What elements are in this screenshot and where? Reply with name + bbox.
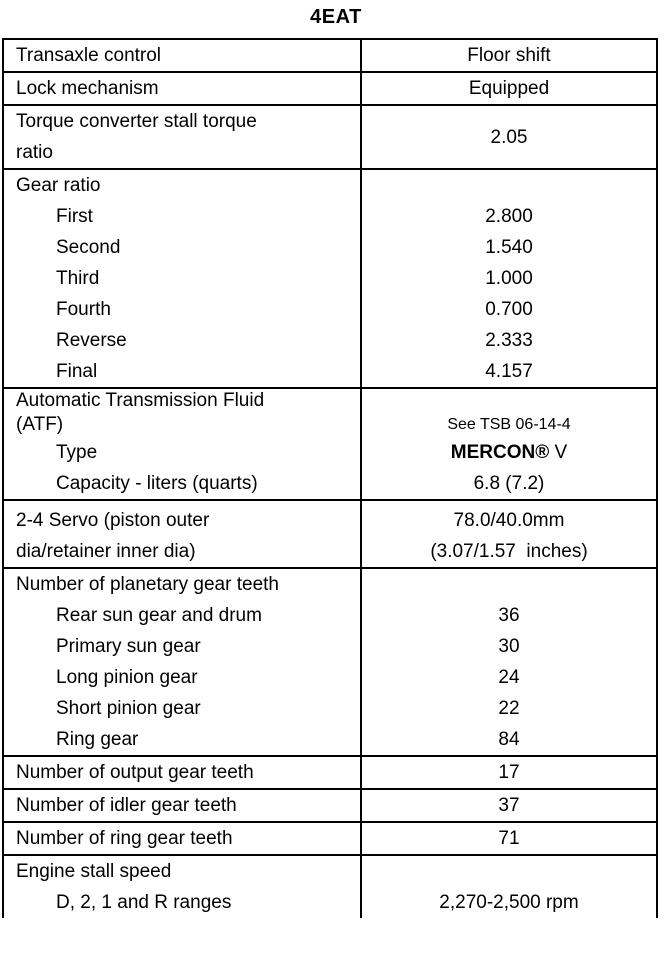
row-value	[361, 169, 657, 388]
table-row	[3, 388, 657, 500]
sub-label: First	[56, 206, 93, 227]
row-value	[361, 39, 657, 72]
table-row	[3, 169, 657, 388]
label-text: Number of ring gear teeth	[16, 828, 233, 849]
value-text: 71	[498, 828, 520, 849]
sub-label: Primary sun gear	[56, 636, 201, 657]
value-text: 22	[498, 698, 520, 719]
row-label	[3, 169, 361, 388]
sub-label: Long pinion gear	[56, 667, 198, 688]
row-value	[361, 568, 657, 756]
value-text: 2.05	[490, 126, 528, 148]
label-text: Number of idler gear teeth	[16, 795, 237, 816]
value-text: 2.800	[485, 206, 533, 227]
row-label	[3, 72, 361, 105]
value-text: 1.540	[485, 237, 533, 258]
table-row	[3, 105, 657, 169]
row-label	[3, 39, 361, 72]
value-bold: MERCON®	[450, 442, 550, 463]
sub-label: Ring gear	[56, 729, 139, 750]
row-label	[3, 855, 361, 918]
row-label	[3, 105, 361, 169]
page-title: 4EAT	[310, 6, 362, 28]
label-text: Gear ratio	[16, 175, 101, 196]
row-value	[361, 789, 657, 822]
value-text: 1.000	[485, 268, 533, 289]
sub-label: Type	[56, 442, 98, 463]
value-text: 17	[498, 762, 520, 783]
sub-label: D, 2, 1 and R ranges	[56, 892, 232, 913]
label-text: Lock mechanism	[16, 78, 159, 99]
value-text: 37	[498, 795, 520, 816]
table-row	[3, 39, 657, 72]
table-row	[3, 568, 657, 756]
table-row	[3, 72, 657, 105]
label-text: Number of planetary gear teeth	[16, 574, 279, 595]
row-value	[361, 822, 657, 855]
row-label	[3, 388, 361, 500]
row-label	[3, 789, 361, 822]
label-text: Automatic Transmission Fluid	[16, 390, 265, 411]
row-label	[3, 500, 361, 568]
label-text: 2-4 Servo (piston outer	[16, 510, 210, 531]
label-text: Engine stall speed	[16, 861, 172, 882]
value-text: (3.07/1.57 inches)	[430, 541, 588, 562]
table-row	[3, 789, 657, 822]
row-value	[361, 500, 657, 568]
value-text: 6.8 (7.2)	[473, 473, 545, 494]
value-text: Equipped	[468, 78, 550, 99]
note-text: See TSB 06-14-4	[447, 416, 571, 433]
value-text: 36	[498, 605, 520, 626]
spec-table	[2, 38, 658, 918]
row-label	[3, 756, 361, 789]
sub-label: Third	[56, 268, 100, 289]
value-text: 2.333	[485, 330, 533, 351]
value-text: 30	[498, 636, 520, 657]
value-text: 4.157	[485, 361, 533, 382]
label-text: Number of output gear teeth	[16, 762, 254, 783]
label-text: Transaxle control	[16, 45, 162, 66]
row-value	[361, 855, 657, 918]
value-text: 84	[498, 729, 520, 750]
value-text: 2,270-2,500 rpm	[439, 892, 579, 913]
value-text: Floor shift	[467, 45, 551, 66]
sub-label: Rear sun gear and drum	[56, 605, 262, 626]
sub-label: Fourth	[56, 299, 111, 320]
table-row	[3, 822, 657, 855]
sub-label: Final	[56, 361, 98, 382]
row-value	[361, 72, 657, 105]
sub-label: Short pinion gear	[56, 698, 201, 719]
table-row	[3, 855, 657, 918]
value-text: 78.0/40.0mm	[453, 510, 565, 531]
row-value	[361, 756, 657, 789]
sub-label: Reverse	[56, 330, 127, 351]
value-text	[362, 437, 656, 468]
sub-label: Second	[56, 237, 121, 258]
table-row	[3, 756, 657, 789]
sub-label: Capacity - liters (quarts)	[56, 473, 258, 494]
label-text: ratio	[16, 142, 53, 163]
row-value	[361, 388, 657, 500]
row-label	[3, 568, 361, 756]
label-text: dia/retainer inner dia)	[16, 541, 196, 562]
value-text: 24	[498, 667, 520, 688]
row-label	[3, 822, 361, 855]
value-rest: V	[549, 442, 568, 463]
label-text: Torque converter stall torque	[16, 111, 257, 132]
row-value	[361, 105, 657, 169]
value-text: 0.700	[485, 299, 533, 320]
label-text: (ATF)	[16, 414, 64, 435]
table-row	[3, 500, 657, 568]
